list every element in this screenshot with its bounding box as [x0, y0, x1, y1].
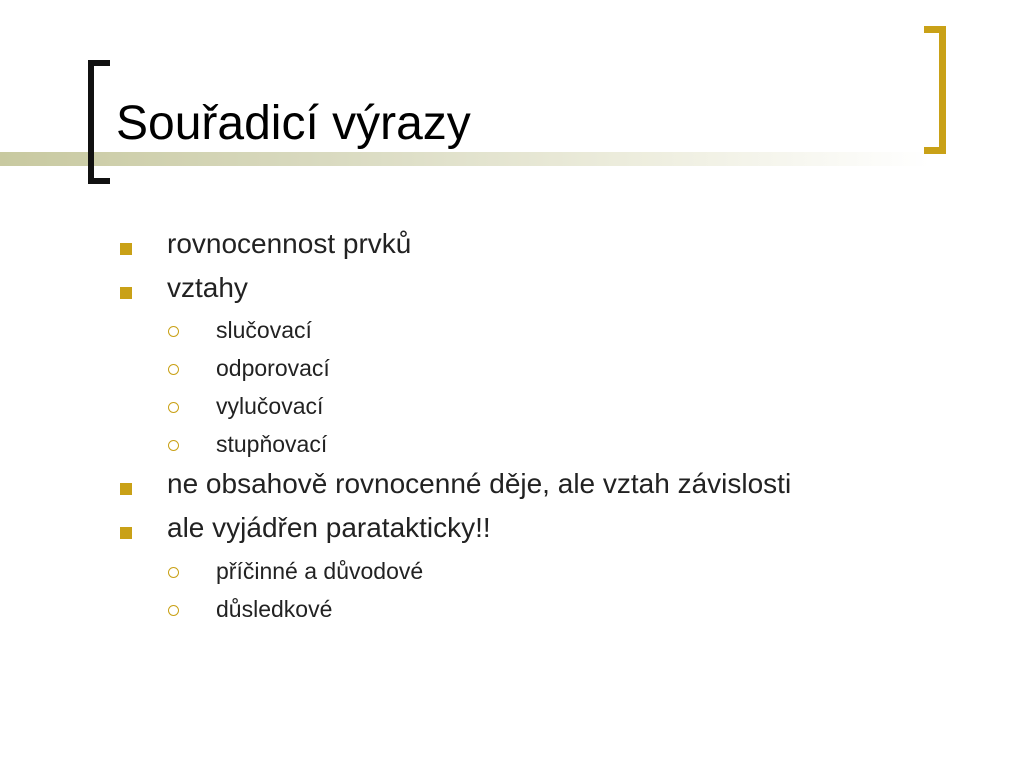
slide-title: Souřadicí výrazy [116, 97, 471, 150]
list-item-text: ne obsahově rovnocenné děje, ale vztah závislosti [167, 468, 792, 499]
list-item-text: odporovací [216, 355, 330, 381]
square-bullet-icon [120, 287, 132, 299]
square-bullet-icon [120, 243, 132, 255]
list-item-text: vztahy [167, 272, 248, 303]
circle-bullet-icon [168, 567, 179, 578]
list-item-text: slučovací [216, 317, 312, 343]
square-bullet-icon [120, 483, 132, 495]
square-bullet-icon [120, 527, 132, 539]
list-item-text: vylučovací [216, 393, 324, 419]
circle-bullet-icon [168, 326, 179, 337]
circle-bullet-icon [168, 402, 179, 413]
list-item-text: rovnocennost prvků [167, 228, 412, 259]
list-item-text: důsledkové [216, 596, 333, 622]
list-item-text: ale vyjádřen paratakticky!! [167, 512, 491, 543]
list-item-text: stupňovací [216, 431, 328, 457]
circle-bullet-icon [168, 605, 179, 616]
list-item-text: příčinné a důvodové [216, 558, 424, 584]
circle-bullet-icon [168, 364, 179, 375]
circle-bullet-icon [168, 440, 179, 451]
